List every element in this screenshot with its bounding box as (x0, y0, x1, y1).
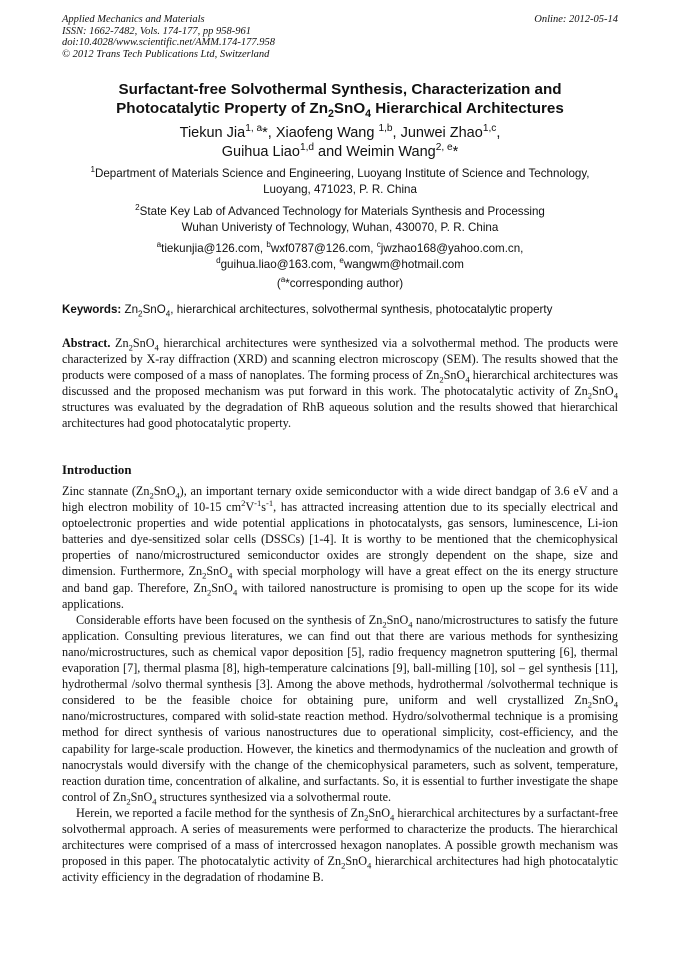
email-list: $^a$tiekunjia@126.com, $^b$wxf0787@126.com, $^c$jwzhao168@yahoo.com.cn, $^d$guihua.liao@163.com, $^e$wangwm@hotmail.com ($^a$*corresponding author) (156, 240, 524, 290)
affiliation-1: $^1$Department of Materials Science and Engineering, Luoyang Institute of Science and Technology, Luoyang, 471023, P. R. China (90, 165, 590, 196)
title-line-1: Surfactant-free Solvothermal Synthesis, Characterization and (118, 81, 562, 98)
section-title-introduction: Introduction (62, 463, 132, 477)
journal-name: Applied Mechanics and Materials (62, 14, 205, 25)
author-name: Tiekun Jia (179, 125, 246, 141)
affiliation-2: $^2$State Key Lab of Advanced Technology for Materials Synthesis and Processing Wuhan Univeristy of Technology, Wuhan, 430070, P. R. China (135, 203, 545, 234)
author-line-1: Tiekun Jia$^{1, a}$*, Xiaofeng Wang $^{1,b}$, Junwei Zhao$^{1,c}$, (179, 123, 501, 141)
title-line-2: Photocatalytic Property of $Zn_2SnO_4$ Hierarchical Architectures (116, 100, 564, 121)
email-link[interactable]: tiekunjia@126.com, (161, 242, 267, 255)
paragraph-2: Considerable efforts have been focused on the synthesis of $Zn_2SnO_4$ nano/microstructures to satisfy the future application. Consulting previous literatures, we can find out that there are various methods for synthesizing nano/microstructures, such as chemical vapor deposition [5], radio frequency magnetron sputtering [6], thermal evaporation [7], thermal plasma [8], high-temperature calcinations [9], ball-milling [10], sol – gel synthesis [11], hydrothermal /solvo thermal synthesis [3]. Among the above methods, hydrothermal /solvothermal technique is considered to be the feasible choice for obtaining pure, uniform and well crystallized $Zn_2SnO_4$ nano/microstructures, compared with solid-state reaction method. Hydro/solvothermal technique is a promising method for direct synthesis of various nanostructures due to operational simplicity, cost-efficiency, and the capability for large-scale production. However, the kinetics and thermodynamics of the nucleation and growth of nanocrystals would diversify with the change of the chemicophysical parameters, such as solvent, temperature, reaction duration time, concentration of alkaline, and surfactants. So, it is essential to further investigate the shape control of $Zn_2SnO_4$ structures synthesized via a solvothermal route. (62, 612, 618, 807)
online-date: Online: 2012-05-14 (534, 14, 618, 25)
introduction-body (62, 483, 618, 885)
keywords-label: Keywords: (62, 303, 122, 316)
author-list (62, 124, 618, 162)
author-line-2: Guihua Liao$^{1,d}$ and Weimin Wang$^{2, e}$* (221, 142, 459, 160)
email-link[interactable]: guihua.liao@163.com, (220, 258, 340, 271)
paragraph-3: Herein, we reported a facile method for the synthesis of $Zn_2SnO_4$ hierarchical architectures by a surfactant-free solvothermal approach. A series of measurements were performed to characterize the products. The hierarchical architectures were comprised of a mass of intercrossed hexagon nanoplates. A possible growth mechanism was proposed in this paper. The photocatalytic activity of $Zn_2SnO_4$ hierarchical architectures had high photocatalytic activity efficiency in the degradation of rhodamine B. (62, 805, 618, 885)
email-link[interactable]: wangwm@hotmail.com (343, 258, 464, 271)
doi-line[interactable]: doi:10.4028/www.scientific.net/AMM.174-177.958 (62, 37, 275, 48)
author-name: Weimin Wang (346, 144, 436, 160)
email-link[interactable]: jwzhao168@yahoo.com.cn, (380, 242, 524, 255)
email-link[interactable]: wxf0787@126.com, (270, 242, 377, 255)
copyright-line: © 2012 Trans Tech Publications Ltd, Switzerland (62, 48, 270, 60)
issn-line: ISSN: 1662-7482, Vols. 174-177, pp 958-961 (62, 25, 251, 37)
author-name: Xiaofeng Wang (275, 125, 379, 141)
paper-title (62, 80, 618, 121)
author-name: Guihua Liao (221, 144, 300, 160)
abstract: Abstract. $Zn_2SnO_4$ hierarchical architectures were synthesized via a solvothermal method. The products were characterized by X-ray diffraction (XRD) and scanning electron microscopy (SEM). The results showed that the products were composed of a mass of nanoplates. The forming process of $Zn_2SnO_4$ hierarchical architectures was discussed and the proposed mechanism was put forward in this work. The photocatalytic activity of $Zn_2SnO_4$ structures was evaluated by the degradation of RhB aqueous solution and the results showed that hierarchical architectures had good photocatalytic property. (62, 336, 619, 431)
abstract-label: Abstract. (62, 336, 111, 350)
journal-header (62, 14, 618, 60)
keywords: Keywords: $Zn_2SnO_4$, hierarchical architectures, solvothermal synthesis, photocatalytic property (62, 303, 553, 319)
paragraph-1: Zinc stannate $(Zn_2SnO_4)$, an important ternary oxide semiconductor with a wide direct bandgap of 3.6 eV and a high electron mobility of 10-15 $cm^2V^{-1}s^{-1}$, has attracted increasing attention due to its specially electrical and optoelectronic properties and wide potential applications in photocatalysts, gas sensors, luminescence, Li-ion batteries and dye-sensitized solar cells (DSSCs) [1-4]. It is worthy to be mentioned that the chemicophysical properties of nano/microstructured semiconductor oxides are strongly dependent on the shape, size and dimension. Furthermore, $Zn_2SnO_4$ with special morphology will have a great effect on the its energy structure and band gap. Therefore, $Zn_2SnO_4$ with tailored nanostructure is promising to open up the scope for its wide applications. (62, 484, 618, 611)
author-name: Junwei Zhao (400, 125, 483, 141)
